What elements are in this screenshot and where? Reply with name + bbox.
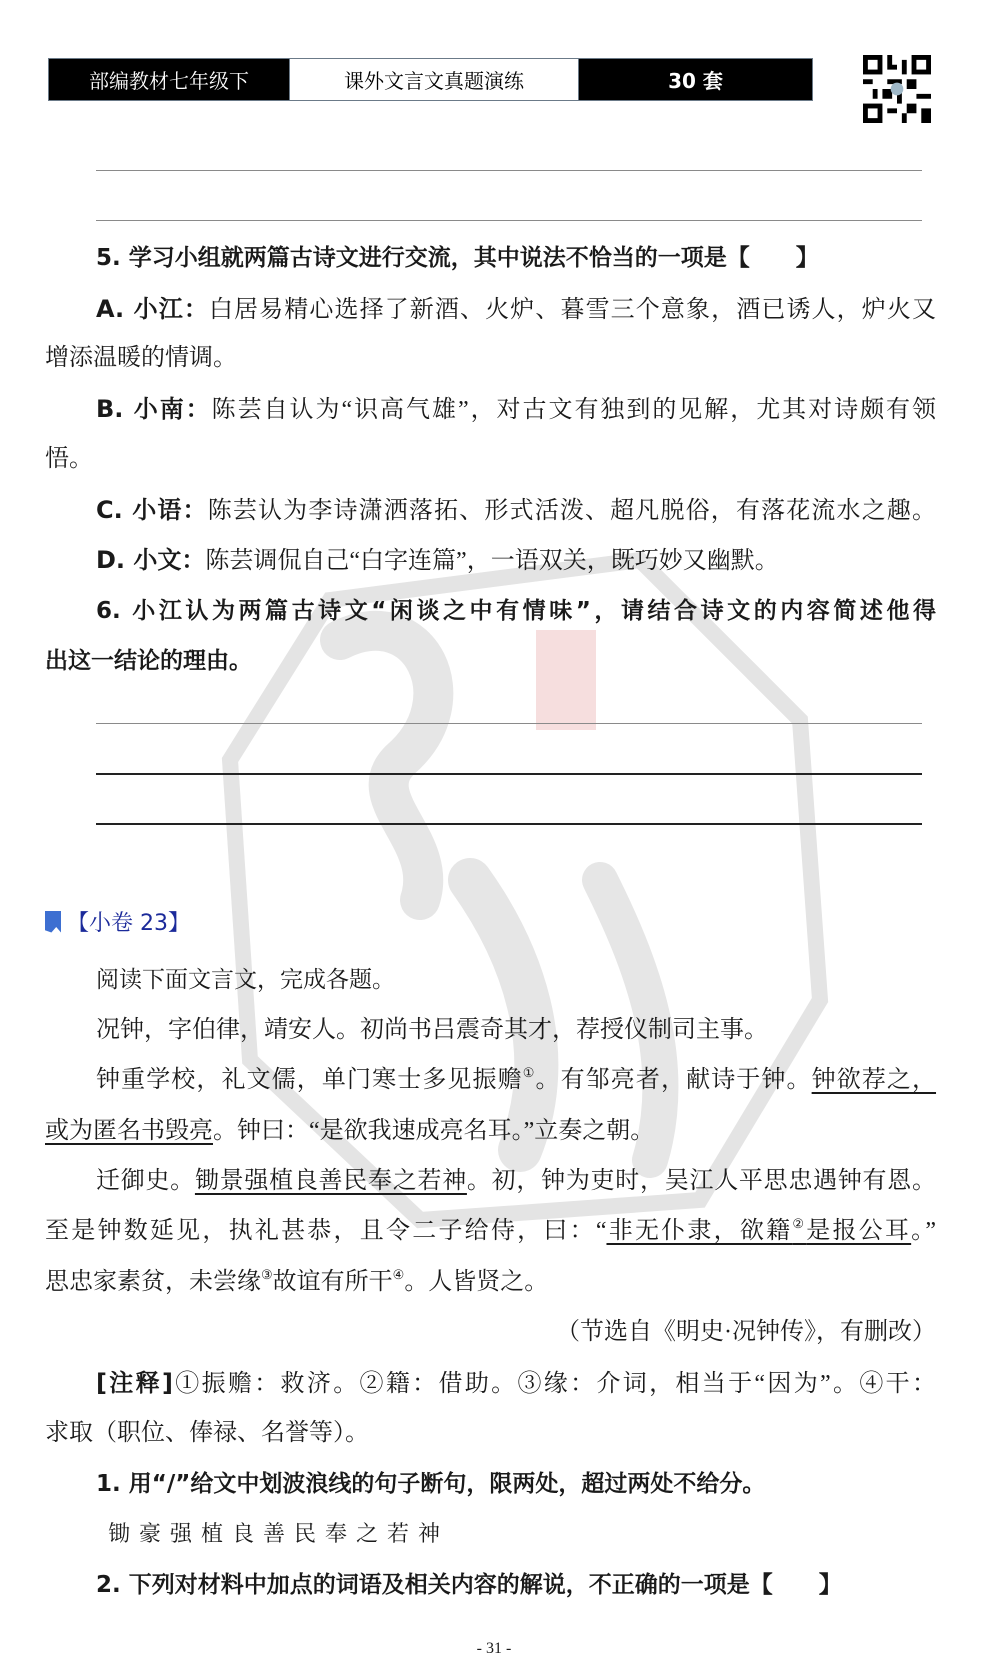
qr-code-icon bbox=[862, 55, 932, 123]
header-title: 课外文言文真题演练 bbox=[289, 59, 579, 100]
passage-source: （节选自《明史·况钟传》，有删改） bbox=[556, 1319, 936, 1345]
header-sets: 30 套 bbox=[579, 59, 812, 100]
question-6-stem: 6. 小江认为两篇古诗文“闲谈之中有情味”，请结合诗文的内容简述他得 bbox=[96, 598, 936, 624]
answer-line bbox=[96, 823, 922, 825]
passage-p2: 钟重学校，礼文儒，单门寒士多见振赡①。有邹亮者，献诗于钟。钟欲荐之， bbox=[96, 1065, 937, 1093]
answer-line bbox=[96, 773, 922, 775]
passage-p3-end: 思忠家素贫，未尝缘③故谊有所干④。人皆贤之。 bbox=[45, 1267, 549, 1295]
question-1-sentence: 锄豪强植良善民奉之若神 bbox=[108, 1521, 450, 1546]
option-d: D. 小文：陈芸调侃自己“白字连篇”，一语双关，既巧妙又幽默。 bbox=[96, 546, 779, 574]
page-header bbox=[48, 58, 813, 101]
page-number: - 31 - bbox=[476, 1640, 512, 1657]
question-1-stem: 1. 用“/”给文中划波浪线的句子断句，限两处，超过两处不给分。 bbox=[96, 1471, 766, 1497]
option-c: C. 小语：陈芸认为李诗潇洒落拓、形式活泼、超凡脱俗，有落花流水之趣。 bbox=[96, 496, 936, 524]
answer-line bbox=[96, 170, 922, 171]
section-heading bbox=[45, 906, 190, 937]
passage-p3: 迁御史。锄景强植良善民奉之若神。初，钟为吏时，吴江人平思忠遇钟有恩。 bbox=[96, 1168, 937, 1194]
answer-line bbox=[96, 723, 922, 724]
passage-p2-cont: 或为匿名书毁亮。钟曰：“是欲我速成亮名耳。”立奏之朝。 bbox=[45, 1118, 655, 1144]
question-6-stem-cont: 出这一结论的理由。 bbox=[45, 648, 252, 674]
answer-line bbox=[96, 220, 922, 221]
passage-intro: 阅读下面文言文，完成各题。 bbox=[96, 967, 395, 993]
header-grade: 部编教材七年级下 bbox=[49, 59, 289, 100]
option-b-cont: 悟。 bbox=[45, 446, 93, 472]
notes-cont: 求取（职位、俸禄、名誉等）。 bbox=[45, 1420, 369, 1446]
passage-p1: 况钟，字伯律，靖安人。初尚书吕震奇其才，荐授仪制司主事。 bbox=[96, 1017, 768, 1043]
question-2-stem: 2. 下列对材料中加点的词语及相关内容的解说，不正确的一项是【 】 bbox=[96, 1572, 842, 1598]
option-b: B. 小南：陈芸自认为“识高气雄”，对古文有独到的见解，尤其对诗颇有领 bbox=[96, 395, 936, 423]
passage-p3-cont: 至是钟数延见，执礼甚恭，且令二子给侍，曰：“非无仆隶，欲籍②是报公耳。” bbox=[45, 1216, 937, 1244]
option-a: A. 小江：白居易精心选择了新酒、火炉、暮雪三个意象，酒已诱人，炉火又 bbox=[96, 295, 936, 323]
notes: [注释]①振赡：救济。②籍：借助。③缘：介词，相当于“因为”。④干： bbox=[96, 1369, 936, 1397]
question-5-stem: 5. 学习小组就两篇古诗文进行交流，其中说法不恰当的一项是【 】 bbox=[96, 245, 819, 271]
bookmark-flag-icon bbox=[45, 911, 61, 933]
section-title: 【小卷 23】 bbox=[67, 911, 190, 936]
option-a-cont: 增添温暖的情调。 bbox=[45, 345, 237, 371]
